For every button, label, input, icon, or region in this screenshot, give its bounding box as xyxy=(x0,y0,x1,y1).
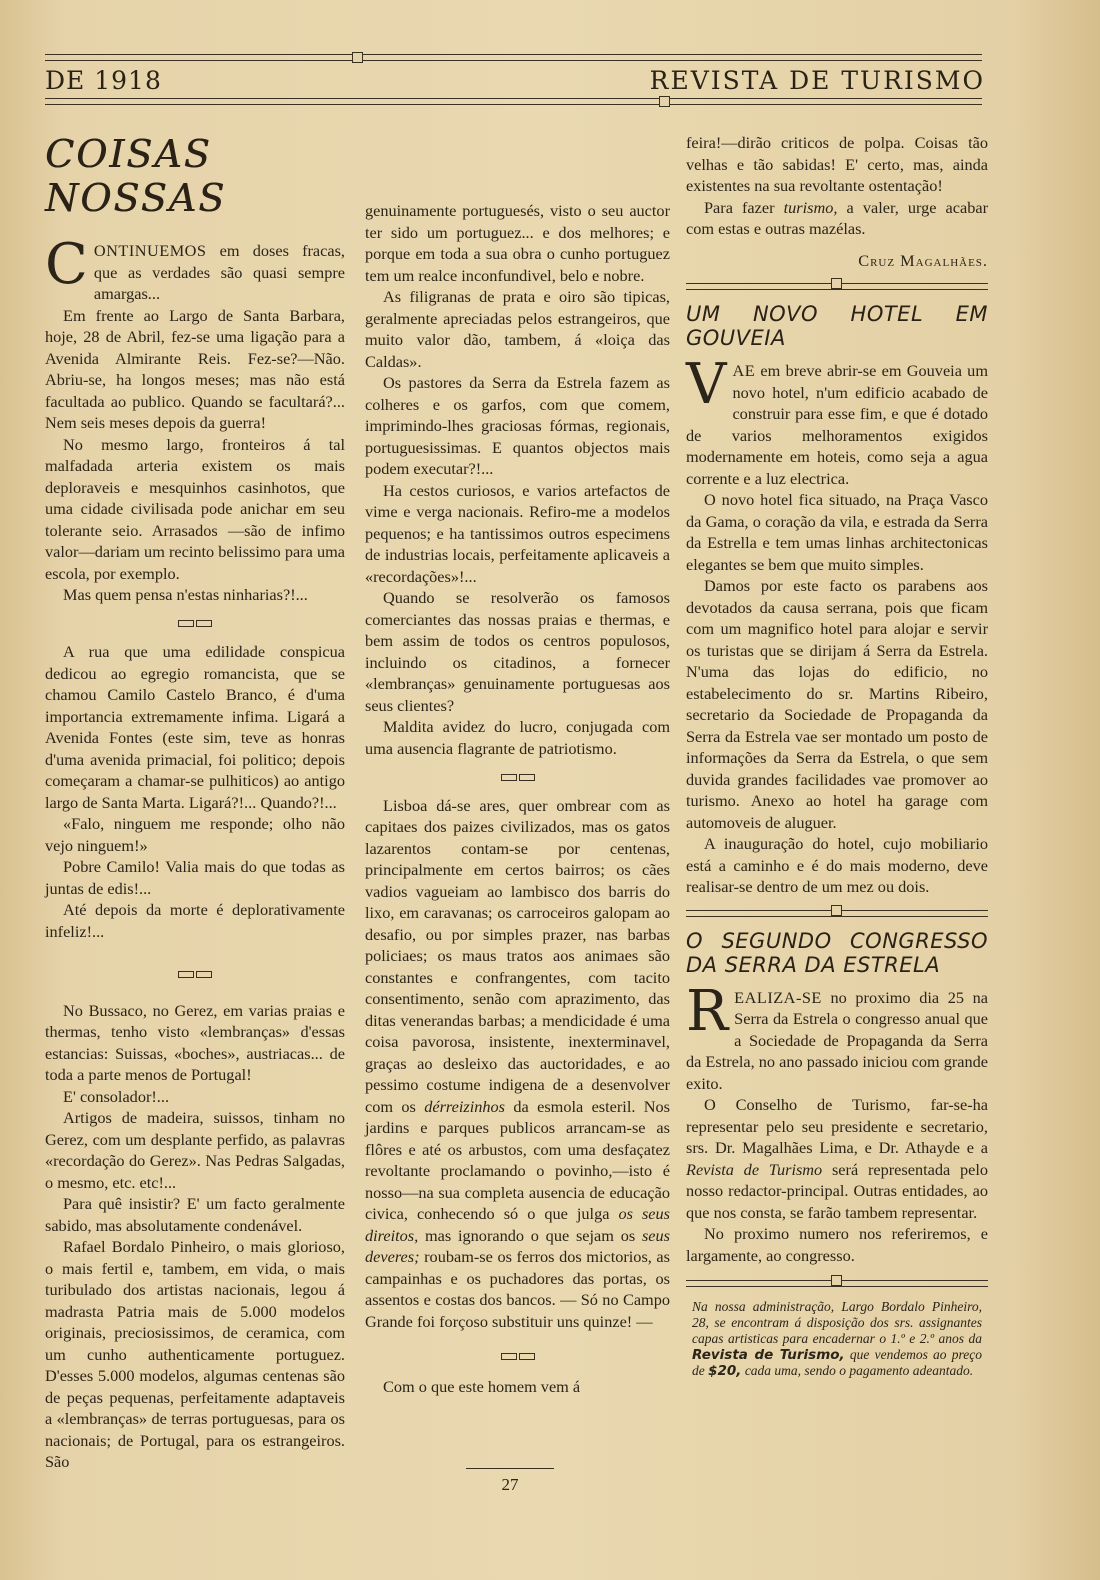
paragraph-text: Para fazer xyxy=(704,197,775,217)
italic-word: seus deveres; xyxy=(365,1225,671,1266)
paragraph: feira!—dirão criticos de polpa. Coisas tão velhas e tão sabidas! E' certo, mas, ainda existentes na sua revoltante ostentação! xyxy=(686,133,988,195)
paragraph: Mas quem pensa n'estas ninharias?!... xyxy=(63,585,308,604)
paragraph: Pobre Camilo! Valia mais do que todas as juntas de edis!... xyxy=(45,857,345,898)
magazine-title: REVISTA DE TURISMO xyxy=(649,66,985,95)
congress-article-title: O SEGUNDO CONGRESSO DA SERRA DA ESTRELA xyxy=(686,928,988,977)
notice-bold-text: Revista de Turismo, xyxy=(692,1347,845,1363)
paragraph: Até depois da morte é deplorativamente infeliz!... xyxy=(45,900,345,941)
paragraph xyxy=(45,232,345,305)
section-ornament xyxy=(365,1344,670,1366)
italic-word: os seus direitos, xyxy=(365,1204,670,1245)
author-signature: Cruz Magalhães. xyxy=(858,250,988,270)
paragraph: O novo hotel fica situado, na Praça Vasco da Gama, o coração da vila, e estrada da Serra da Estrella e tem umas linhas architectonicas elegantes se bem que muito simples. xyxy=(686,490,988,574)
paragraph-text: roubam-se os ferros dos mictorios, as campainhas e os puchadores das portas, os assentos e costas dos bancos. — Só no Campo Grande foi forçoso substituir uns quinze! — xyxy=(365,1247,670,1331)
italic-word: turismo, xyxy=(783,197,838,217)
paragraph: As filigranas de prata e oiro são tipicas, geralmente apreciadas pelos estrangeiros, que muito valor dão, tambem, á «loiça das Caldas». xyxy=(365,287,670,371)
paragraph: Rafael Bordalo Pinheiro, o mais glorioso, o mais fertil e, tambem, em vida, o mais turibulado dos artistas nacionais, legou á madrasta Patria mais de 5.000 modelos originais, preciosissimos, de ceramica, com um cunho authenticamente portuguez. D'esses 5.000 modelos, algumas centenas são de peças pequenas, perfeitamente adaptaveis a «lembranças» de terras portuguesas, para os nacionais; de Portugal, para os estrangeiros. São xyxy=(45,1237,345,1471)
notice-text: que vendemos ao preço de xyxy=(692,1347,982,1378)
notice-text: cada uma, sendo o pagamento adeantado. xyxy=(744,1363,974,1378)
rule-ornament xyxy=(352,52,363,63)
paragraph xyxy=(686,1094,988,1223)
lead-word: ONTINUEMOS xyxy=(93,241,207,260)
drop-cap: V xyxy=(686,352,727,417)
paragraph: Para quê insistir? E' um facto geralmente sabido, mas absolutamente condenável. xyxy=(45,1194,345,1235)
paragraph-text: em breve abrir-se em Gouveia um novo hotel, n'um edificio acabado de construir para esse fim, e que é dotado de varios melhoramentos exigidos modernamente em hoteis, como seja a agua corrente e a luz electrica. xyxy=(686,361,988,488)
header-rule xyxy=(45,98,982,105)
paragraph: «Falo, ninguem me responde; olho não vejo ninguem!» xyxy=(45,814,345,855)
top-rule xyxy=(45,54,982,61)
section-rule xyxy=(686,283,988,290)
paragraph: Em frente ao Largo de Santa Barbara, hoje, 28 de Abril, fez-se uma ligação para a Avenida Almirante Reis. Fez-se?—Não. Abriu-se, ha longos meses; mas não está facultada ao publico. Quando se facultará?... Nem seis meses depois da guerra! xyxy=(45,305,345,432)
notice-price: $20, xyxy=(708,1363,742,1379)
italic-word: Revista de Turismo xyxy=(686,1159,823,1179)
paragraph: Com o que este homem vem á xyxy=(383,1376,581,1396)
article-title: COISAS NOSSAS xyxy=(45,132,227,220)
notice-text: Na nossa administração, Largo Bordalo Pinheiro, 28, se encontram á disposição dos srs. assignantes capas artisticas para encadernar o 1.º e 2.º anos da xyxy=(692,1299,982,1346)
paragraph-text: Lisboa dá-se ares, quer ombrear com as capitaes dos paizes civilizados, mas os gatos lazarentos contam-se por centenas, principalmente em certos bairros; os cães vadios vagueiam ao lambisco dos barris do lixo, em caravanas; os carroceiros galopam ao desafio, ou por simples prazer, nas barbas policiaes; os maus tratos aos animaes são constantes e confrangentes, com tacito consentimento, senão com aprazimento, das ditas venerandas barbas; a mendicidade é uma coisa pavorosa, insistente, inexterminavel, graças ao desleixo das auctoridades, e ao pessimo costume indigena de a desenvolver com os xyxy=(365,795,670,1116)
column-3 xyxy=(686,132,988,1379)
paragraph: Artigos de madeira, suissos, tinham no Gerez, com um desplante perfido, as palavras «recordação do Gerez». Nas Pedras Salgadas, o mesmo, etc. etc!... xyxy=(45,1108,345,1192)
rule-ornament xyxy=(831,278,842,289)
lead-word: AE xyxy=(732,361,756,380)
lead-word: EALIZA-SE xyxy=(734,987,822,1007)
section-ornament xyxy=(365,765,670,787)
paragraph-text: mas ignorando o que sejam os xyxy=(425,1225,636,1245)
paragraph-text: no proximo dia 25 na Serra da Estrela o congresso anual que a Sociedade de Propaganda da Serra da Estrela, no ano passado iniciou com grande exito. xyxy=(686,987,989,1093)
paragraph: No proximo numero nos referiremos, e largamente, ao congresso. xyxy=(686,1224,988,1265)
column-2 xyxy=(365,200,670,1397)
paragraph xyxy=(686,197,988,240)
rule-ornament xyxy=(831,1275,842,1286)
paragraph-text: da esmola esteril. Nos jardins e parques publicos arrancam-se as flôres e até os arbustos, com uma desfaçatez revoltante proclamando o povinho,—isto é nosso—na sua completa ausencia de educação civica, conhecendo só o que julga xyxy=(365,1096,671,1223)
paragraph: E' consolador!... xyxy=(63,1086,170,1106)
hotel-article-title: UM NOVO HOTEL EM GOUVEIA xyxy=(686,302,988,350)
section-ornament xyxy=(45,962,345,984)
paragraph: A rua que uma edilidade conspicua dedicou ao egregio romancista, que se chamou Camilo Castelo Branco, é d'uma importancia extremamente infima. Ligará a Avenida Fontes (este sim, teve as honras d'uma avenida primacial, foi politico; depois começaram a chamar-se pulhiticos) ao antigo largo de Santa Marta. Ligará?!... Quando?!... xyxy=(45,642,345,812)
paragraph xyxy=(686,352,988,489)
paragraph: genuinamente portuguesés, visto o seu auctor ter sido um portuguez... e dos melhores; e porque em toda a sua obra o cunho portuguez tem um realce inconfundivel, belo e nobre. xyxy=(365,201,670,285)
section-rule xyxy=(686,910,988,917)
paragraph: Maldita avidez do lucro, conjugada com uma ausencia flagrante de patriotismo. xyxy=(365,717,670,758)
section-ornament xyxy=(45,612,345,634)
paragraph: Damos por este facto os parabens aos devotados da causa serrana, pois que ficam com um magnifico hotel para alojar e servir os turistas que se dirijam á Serra da Estrela. N'uma das lojas do edificio, no estabelecimento do sr. Martins Ribeiro, secretario da Sociedade de Propaganda da Serra da Estrela vae ser montado um posto de informações da Serra da Estrela, o que sem duvida grandes facilidades vae promover ao turismo. Anexo ao hotel ha garage com automoveis de aluguer. xyxy=(686,576,988,832)
paragraph-text: em doses fracas, que as verdades são quasi sempre amargas... xyxy=(93,241,345,303)
drop-cap: R xyxy=(686,978,729,1044)
paragraph: No Bussaco, no Gerez, em varias praias e thermas, tenho visto «lembranças» d'essas estancias: Suissas, «boches», austriacas... de toda a parte menos de Portugal! xyxy=(45,1000,345,1084)
paragraph-text: será representada pelo nosso redactor-principal. Outras entidades, ao que nos consta, se farão tambem representar. xyxy=(686,1159,988,1222)
drop-cap: C xyxy=(45,232,88,297)
paragraph xyxy=(686,978,989,1095)
paragraph: Quando se resolverão os famosos comerciantes das nossas praias e thermas, e bem assim de todos os centros populosos, incluindo os citadinos, a fornecer «lembranças» genuinamente portuguesas aos seus clientes? xyxy=(365,588,670,715)
paragraph xyxy=(365,795,670,1333)
paragraph: Ha cestos curiosos, e varios artefactos de vime e verga nacionais. Refiro-me a modelos pequenos; e ha tantissimos outros especimens de industrias locais, perfeitamente aplicaveis a «recordações»!... xyxy=(365,480,670,586)
column-1 xyxy=(45,132,345,1473)
paragraph-text: a valer, urge acabar com estas e outras mazélas. xyxy=(686,197,989,238)
paragraph: A inauguração do hotel, cujo mobiliario está a caminho e é do mais moderno, deve realisar-se dentro de um mez ou dois. xyxy=(686,834,988,896)
paragraph: No mesmo largo, fronteiros á tal malfadada arteria existem os mais deploraveis e mesquinhos casinhotos, que uma cidade civilisada pode anichar em seu tolerante seio. Arrasados —são de infimo valor—dariam um recinto belissimo para uma escola, por exemplo. xyxy=(45,434,345,583)
rule-ornament xyxy=(831,905,842,916)
issue-year: DE 1918 xyxy=(45,66,162,95)
administration-notice xyxy=(686,1299,988,1379)
italic-word: dérreizinhos xyxy=(424,1096,506,1116)
section-rule xyxy=(686,1280,988,1287)
rule-ornament xyxy=(659,96,670,107)
paragraph-text: O Conselho de Turismo, far-se-ha representar pelo seu presidente e secretario, srs. Dr. Magalhães Lima, e Dr. Athayde e a xyxy=(686,1095,988,1157)
page-number: 27 xyxy=(466,1468,554,1495)
paragraph: Os pastores da Serra da Estrela fazem as colheres e os garfos, com que comem, imprimindo-lhes graciosas fórmas, regionais, portuguesissimas. E quantos objectos mais podem executar?!... xyxy=(365,373,670,478)
